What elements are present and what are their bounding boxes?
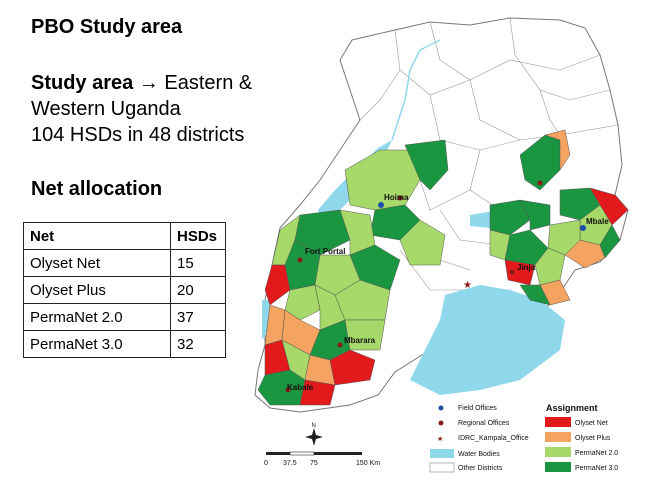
legend-field-offices: Field Offices xyxy=(458,405,497,412)
field-office-marker xyxy=(378,202,384,208)
legend-olyset-plus: Olyset Plus xyxy=(575,435,611,442)
place-label-kabale: Kabale xyxy=(287,383,314,392)
legend-water-swatch xyxy=(430,449,454,458)
page-title: PBO Study area xyxy=(31,16,183,38)
legend-olyset-plus-swatch xyxy=(545,432,571,442)
idrc-office-marker: ★ xyxy=(463,280,472,291)
legend-water-bodies: Water Bodies xyxy=(458,451,500,458)
regional-office-marker xyxy=(298,258,303,263)
legend-regional-office-swatch xyxy=(439,421,444,426)
legend-assignment xyxy=(545,403,618,472)
legend-assignment-heading: Assignment xyxy=(546,403,598,413)
hsd-count: 15 xyxy=(171,250,226,277)
column-header-net: Net xyxy=(24,223,171,250)
net-name: Olyset Net xyxy=(24,250,171,277)
regional-office-marker xyxy=(538,181,543,186)
regional-office-marker xyxy=(338,343,343,348)
legend-olyset-net-swatch xyxy=(545,417,571,427)
net-name: PermaNet 2.0 xyxy=(24,304,171,331)
place-label-mbarara: Mbarara xyxy=(344,336,376,345)
scale-tick: 75 xyxy=(310,460,318,467)
legend-permanet-3: PermaNet 3.0 xyxy=(575,465,619,472)
arrow: → xyxy=(138,72,159,94)
legend-other-swatch xyxy=(430,463,454,472)
scale-tick: 37.5 xyxy=(283,460,297,467)
legend-field-office-swatch xyxy=(439,406,444,411)
study-area-label: Study area xyxy=(31,72,134,94)
legend-idrc-office: IDRC_Kampala_Office xyxy=(458,435,529,442)
north-label: N xyxy=(311,423,316,429)
legend-olyset-net: Olyset Net xyxy=(575,420,608,427)
hsd-count: 37 xyxy=(171,304,226,331)
district xyxy=(345,320,385,350)
study-area-hsd-count: 104 HSDs in 48 districts xyxy=(31,124,245,146)
north-arrow-icon xyxy=(305,423,323,446)
scale-bar xyxy=(264,452,380,467)
hsd-count: 20 xyxy=(171,277,226,304)
net-name: PermaNet 3.0 xyxy=(24,331,171,358)
net-name: Olyset Plus xyxy=(24,277,171,304)
regional-office-marker xyxy=(510,270,515,275)
place-label-hoima: Hoima xyxy=(384,193,409,202)
net-allocation-heading: Net allocation xyxy=(31,178,163,200)
scale-tick: 0 xyxy=(264,460,268,467)
scale-tick: 150 Km xyxy=(356,460,381,467)
place-label-jinja: Jinja xyxy=(517,263,536,272)
legend-other-districts: Other Districts xyxy=(458,465,503,472)
legend-regional-offices: Regional Offices xyxy=(458,420,510,427)
legend-star-icon: ★ xyxy=(437,436,444,443)
legend-permanet-2-swatch xyxy=(545,447,571,457)
column-header-hsds: HSDs xyxy=(171,223,226,250)
legend-permanet-2: PermaNet 2.0 xyxy=(575,450,619,457)
place-label-mbale: Mbale xyxy=(586,217,609,226)
hsd-count: 32 xyxy=(171,331,226,358)
study-area-region-part1: Eastern & xyxy=(164,72,253,94)
study-area-region-part2: Western Uganda xyxy=(31,98,181,120)
place-label-fort-portal: Fort Portal xyxy=(305,247,346,256)
legend-symbols xyxy=(430,405,529,472)
legend-permanet-3-swatch xyxy=(545,462,571,472)
